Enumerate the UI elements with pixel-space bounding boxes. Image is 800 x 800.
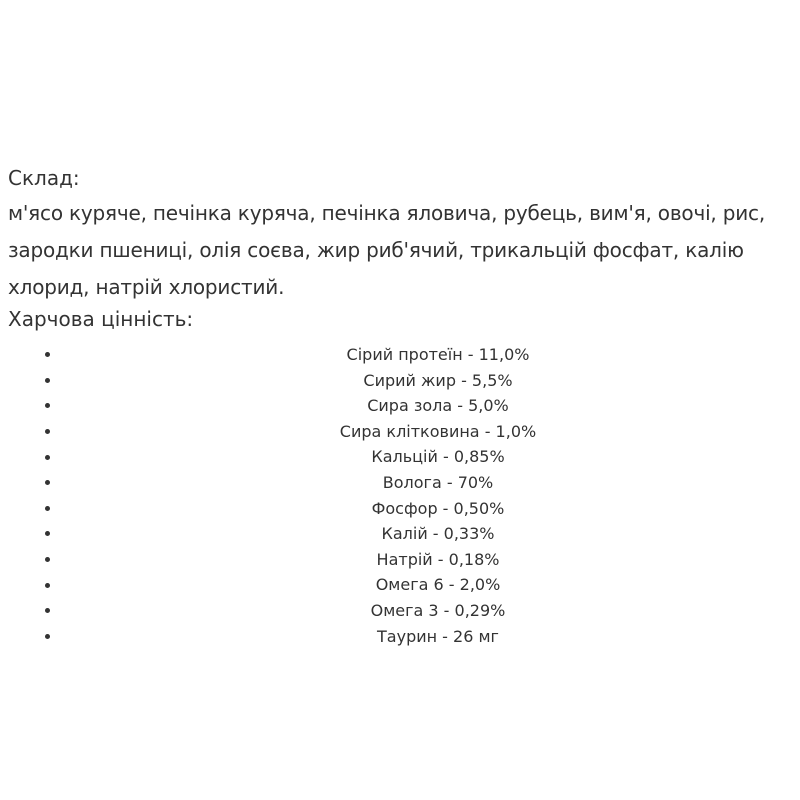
composition-heading: Склад: (8, 166, 80, 190)
nutrition-heading: Харчова цінність: (8, 307, 194, 331)
list-item (8, 521, 792, 547)
list-item (8, 572, 792, 598)
composition-text: м'ясо куряче, печінка куряча, печінка яловича, рубець, вим'я, овочі, рис, зародки пшениці, олія соєва, жир риб'ячий, трикальцій фосфат, калію хлорид, натрій хлористий. (8, 201, 765, 299)
bullet-icon (45, 429, 50, 434)
bullet-icon (45, 352, 50, 357)
list-item (8, 496, 792, 522)
nutrient-text: Фосфор - 0,50% (371, 498, 505, 518)
list-item (8, 419, 792, 445)
bullet-icon (45, 480, 50, 485)
nutrient-text: Таурин - 26 мг (377, 626, 499, 646)
nutrient-text: Сира зола - 5,0% (367, 396, 509, 416)
bullet-icon (45, 583, 50, 588)
bullet-icon (45, 608, 50, 613)
list-item (8, 342, 792, 368)
nutrient-text: Волога - 70% (382, 472, 494, 492)
bullet-icon (45, 634, 50, 639)
nutrient-text: Натрій - 0,18% (376, 549, 500, 569)
nutrient-text: Кальцій - 0,85% (371, 447, 505, 467)
nutrient-text: Сірий протеїн - 11,0% (346, 345, 530, 364)
list-item (8, 470, 792, 496)
bullet-icon (45, 557, 50, 562)
bullet-icon (45, 455, 50, 460)
nutrient-text: Сирий жир - 5,5% (363, 370, 513, 390)
list-item (8, 444, 792, 470)
list-item (8, 393, 792, 419)
bullet-icon (45, 531, 50, 536)
nutrient-text: Омега 3 - 0,29% (370, 600, 506, 620)
nutrient-text: Калій - 0,33% (381, 524, 495, 544)
list-item (8, 598, 792, 624)
bullet-icon (45, 403, 50, 408)
list-item (8, 368, 792, 394)
list-item (8, 547, 792, 573)
nutrient-text: Сира клітковина - 1,0% (339, 421, 537, 441)
nutrient-text: Омега 6 - 2,0% (375, 575, 501, 595)
nutrient-list (8, 342, 792, 649)
bullet-icon (45, 378, 50, 383)
bullet-icon (45, 506, 50, 511)
list-item (8, 624, 792, 650)
product-description (8, 163, 792, 649)
